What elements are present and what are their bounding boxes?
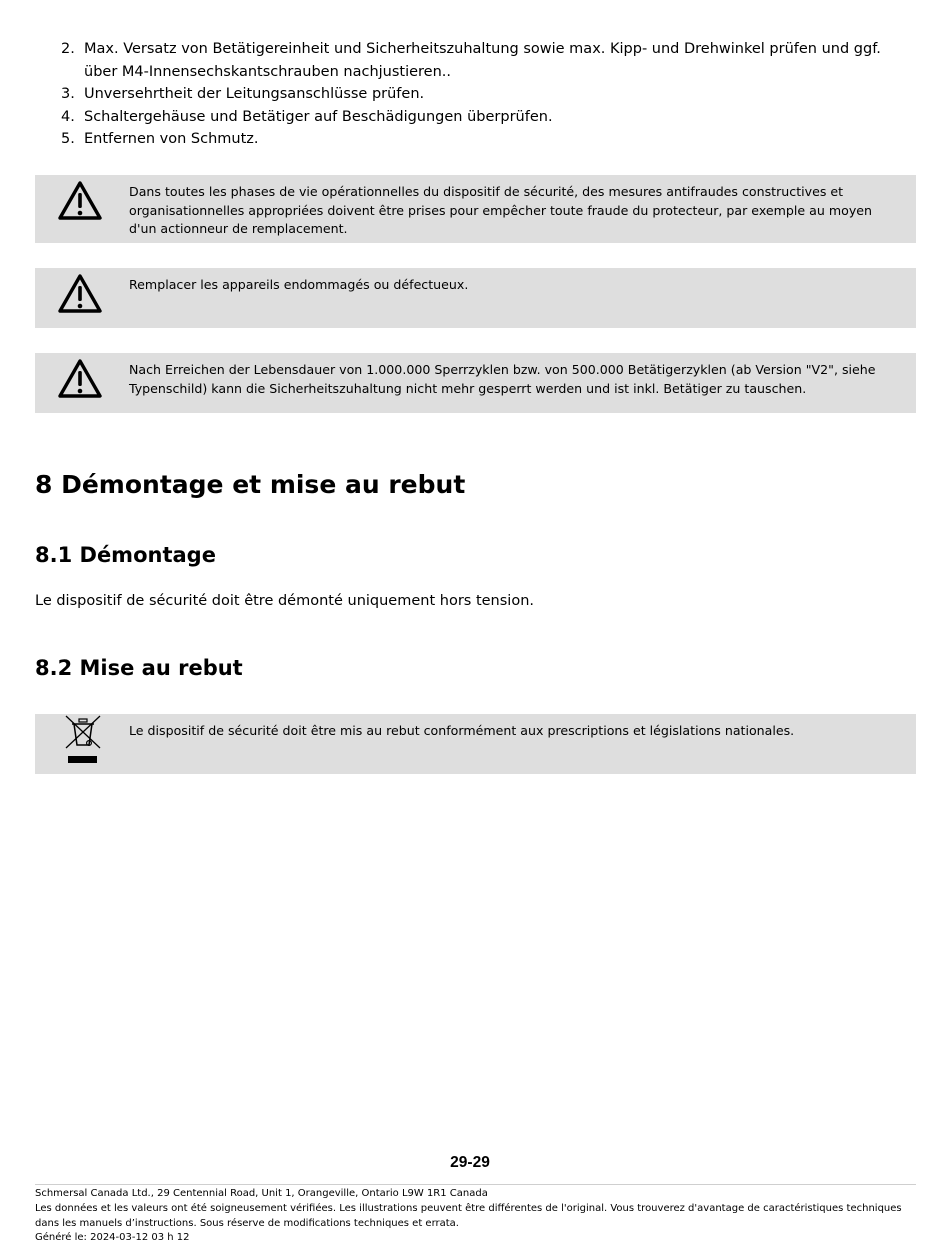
maintenance-steps-list	[35, 38, 905, 151]
crossed-out-bin-icon	[63, 714, 103, 766]
list-item-number: 4.	[61, 108, 75, 125]
disposal-notice	[35, 714, 916, 774]
list-item-text: Max. Versatz von Betätigereinheit und Sicherheitszuhaltung sowie max. Kipp- und Drehwinkel prüfen und ggf. über M4-Innensechskantschrauben nachjustieren..	[84, 41, 881, 80]
footer-divider	[35, 1184, 916, 1185]
list-item-text: Schaltergehäuse und Betätiger auf Beschädigungen überprüfen.	[84, 108, 553, 125]
warning-notice-antifraud	[35, 175, 916, 243]
list-item-text: Entfernen von Schmutz.	[84, 131, 259, 147]
notice-text: Le dispositif de sécurité doit être mis au rebut conformément aux prescriptions et législations nationales.	[129, 723, 795, 738]
footer-disclaimer: Les données et les valeurs ont été soigneusement vérifiées. Les illustrations peuvent être différentes de l'original. Vous trouverez d'avantage de caractéristiques techniques dans les manuels d’instructions. Sous réserve de modifications techniques et errata.	[35, 1202, 902, 1229]
warning-triangle-icon	[57, 358, 103, 400]
list-item-number: 5.	[61, 131, 75, 147]
list-item-number: 2.	[61, 41, 75, 57]
subsection-heading-disposal: 8.2 Mise au rebut	[35, 656, 243, 680]
warning-notice-replace	[35, 268, 916, 328]
list-item	[35, 83, 905, 106]
list-item	[35, 106, 905, 129]
list-item	[35, 38, 905, 83]
warning-triangle-icon	[57, 180, 103, 222]
page-footer	[35, 1187, 916, 1246]
footer-address: Schmersal Canada Ltd., 29 Centennial Road, Unit 1, Orangeville, Ontario L9W 1R1 Canada	[35, 1188, 488, 1199]
subsection-heading-dismantling: 8.1 Démontage	[35, 543, 216, 567]
list-item	[35, 128, 905, 151]
section-heading: 8 Démontage et mise au rebut	[35, 470, 466, 499]
dismantling-text: Le dispositif de sécurité doit être démonté uniquement hors tension.	[35, 593, 534, 609]
list-item-number: 3.	[61, 86, 75, 102]
list-item-text: Unversehrtheit der Leitungsanschlüsse prüfen.	[84, 86, 425, 102]
footer-generated-date: Généré le: 2024-03-12 03 h 12	[35, 1232, 190, 1244]
notice-text: Dans toutes les phases de vie opérationnelles du dispositif de sécurité, des mesures antifraudes constructives et organisationnelles appropriées doivent être prises pour empêcher toute fraude du protecteur, par exemple au moyen d'un actionneur de remplacement.	[129, 184, 873, 237]
page-number: 29-29	[450, 1154, 490, 1171]
notice-text: Nach Erreichen der Lebensdauer von 1.000.000 Sperrzyklen bzw. von 500.000 Betätigerzyklen (ab Version "V2", siehe Typenschild) kann die Sicherheitszuhaltung nicht mehr gesperrt werden und ist inkl. Betätiger zu tauschen.	[129, 362, 876, 396]
notice-text: Remplacer les appareils endommagés ou défectueux.	[129, 277, 469, 292]
warning-notice-lifetime	[35, 353, 916, 413]
warning-triangle-icon	[57, 273, 103, 315]
